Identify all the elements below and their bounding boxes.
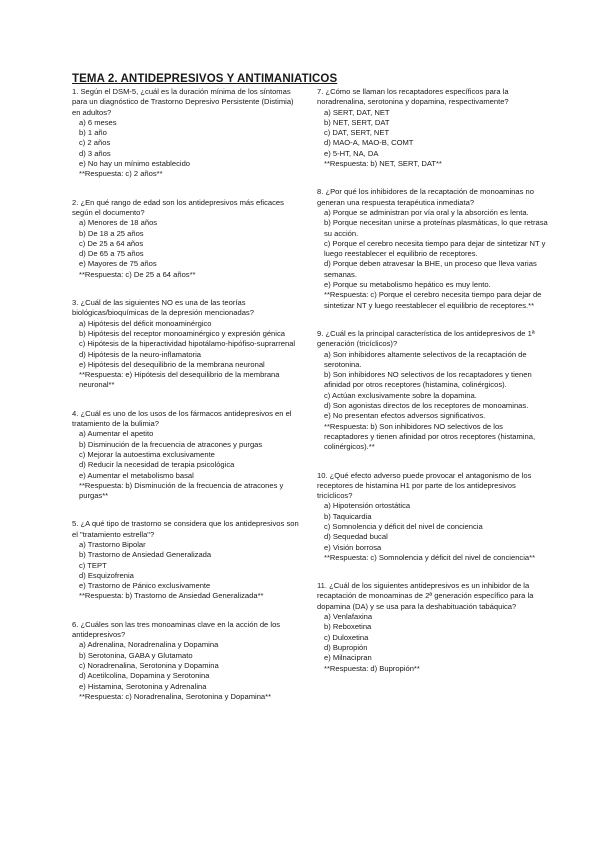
question-block — [72, 198, 304, 280]
answer-option: b) Serotonina, GABA y Glutamato — [79, 650, 193, 660]
correct-answer: **Respuesta: c) Porque el cerebro necesita tiempo para dejar de sintetizar NT y luego reestablecer el equilibrio de receptores.** — [324, 290, 542, 310]
question-text: 11. ¿Cuál de los siguientes antidepresivos es un inhibidor de la recaptación de monoaminas de 2ª generación específico para la dopamina (DA) y se usa para la deshabituación tabáquica? — [317, 581, 534, 611]
answer-option: e) Trastorno de Pánico exclusivamente — [79, 581, 211, 591]
correct-answer: **Respuesta: c) De 25 a 64 años** — [79, 269, 196, 279]
answer-option: a) Porque se administran por vía oral y la absorción es lenta. — [324, 207, 529, 217]
answer-option: c) Noradrenalina, Serotonina y Dopamina — [79, 660, 219, 670]
question-text: 10. ¿Qué efecto adverso puede provocar el antagonismo de los receptores de histamina H1 por parte de los antidepresivos tricíclicos? — [317, 470, 532, 501]
answer-option: c) 2 años — [79, 138, 111, 148]
question-block — [72, 620, 304, 702]
answer-option: c) Porque el cerebro necesita tiempo para dejar de sintetizar NT y luego reestablecer el equilibrio de receptores. — [324, 238, 546, 259]
question-block — [317, 471, 549, 564]
answer-option: e) No presentan efectos adversos significativos. — [324, 411, 486, 421]
answer-option: a) Trastorno Bipolar — [79, 539, 146, 549]
answer-option: a) Adrenalina, Noradrenalina y Dopamina — [79, 640, 219, 650]
answer-option: d) Sequedad bucal — [324, 532, 388, 542]
answer-option: b) Disminución de la frecuencia de atracones y purgas — [79, 439, 263, 449]
answer-option: c) TEPT — [79, 560, 107, 570]
answer-option: a) SERT, DAT, NET — [324, 107, 390, 117]
answer-option: e) Hipótesis del desequilibrio de la membrana neuronal — [79, 359, 265, 369]
answer-option: a) Aumentar el apetito — [79, 429, 154, 439]
question-text: 8. ¿Por qué los inhibidores de la recaptación de monoaminas no generan una respuesta terapéutica inmediata? — [317, 187, 534, 207]
answer-option: a) Menores de 18 años — [79, 218, 158, 228]
answer-option: c) Somnolencia y déficit del nivel de conciencia — [324, 521, 483, 531]
answer-option: c) Mejorar la autoestima exclusivamente — [79, 449, 215, 459]
answer-option: c) DAT, SERT, NET — [324, 128, 390, 138]
question-block — [317, 329, 549, 453]
question-block — [72, 409, 304, 502]
question-text: 5. ¿A qué tipo de trastorno se considera que los antidepresivos son el "tratamiento estrella"? — [72, 519, 299, 539]
question-text: 3. ¿Cuál de las siguientes NO es una de las teorías biológicas/bioquímicas de la depresión mencionadas? — [72, 298, 254, 318]
answer-option: e) No hay un mínimo establecido — [79, 159, 191, 169]
question-block — [72, 298, 304, 391]
correct-answer: **Respuesta: c) Somnolencia y déficit del nivel de conciencia** — [324, 552, 536, 562]
answer-option: e) Aumentar el metabolismo basal — [79, 470, 194, 480]
page-title: TEMA 2. ANTIDEPRESIVOS Y ANTIMANIATICOS — [72, 73, 338, 85]
question-text: 9. ¿Cuál es la principal característica de los antidepresivos de 1ª generación (tricíclicos)? — [317, 328, 535, 349]
answer-option: d) Bupropión — [324, 642, 368, 652]
correct-answer: **Respuesta: c) 2 años** — [79, 169, 163, 179]
answer-option: d) De 65 a 75 años — [79, 249, 144, 259]
answer-option: a) Hipótesis del déficit monoaminérgico — [79, 318, 212, 328]
left-column — [72, 87, 304, 720]
question-block — [317, 187, 549, 311]
answer-option: a) Venlafaxina — [324, 612, 373, 622]
answer-option: b) Trastorno de Ansiedad Generalizada — [79, 550, 212, 560]
question-text: 6. ¿Cuáles son las tres monoaminas clave en la acción de los antidepresivos? — [72, 619, 281, 640]
answer-option: c) Hipótesis de la hiperactividad hipotálamo-hipófiso-suprarrenal — [79, 339, 296, 349]
answer-option: b) NET, SERT, DAT — [324, 117, 390, 127]
correct-answer: **Respuesta: c) Noradrenalina, Serotonina y Dopamina** — [79, 691, 272, 701]
answer-option: d) Porque deben atravesar la BHE, un proceso que lleva varias semanas. — [324, 259, 537, 279]
question-block — [317, 581, 549, 674]
answer-option: d) 3 años — [79, 148, 111, 158]
answer-option: e) Visión borrosa — [324, 542, 382, 552]
answer-option: c) De 25 a 64 años — [79, 238, 144, 248]
answer-option: b) De 18 a 25 años — [79, 228, 144, 238]
correct-answer: **Respuesta: b) NET, SERT, DAT** — [324, 159, 442, 169]
answer-option: e) Milnacipran — [324, 653, 372, 663]
answer-option: b) Son inhibidores NO selectivos de los recaptadores y tienen afinidad por otros receptores (histamina, colinérgicos). — [324, 370, 532, 390]
answer-option: e) Porque su metabolismo hepático es muy lento. — [324, 280, 491, 290]
answer-option: b) 1 año — [79, 128, 107, 138]
correct-answer: **Respuesta: b) Trastorno de Ansiedad Generalizada** — [79, 591, 264, 601]
answer-option: b) Reboxetina — [324, 622, 372, 632]
right-column — [317, 87, 549, 692]
correct-answer: **Respuesta: b) Son inhibidores NO selectivos de los recaptadores y tienen afinidad por otros receptores (histamina, colinérgicos).** — [324, 421, 536, 452]
answer-option: d) Hipótesis de la neuro-inflamatoria — [79, 349, 201, 359]
question-text: 1. Según el DSM-5, ¿cuál es la duración mínima de los síntomas para un diagnóstico de Trastorno Depresivo Persistente (Distimia) en adultos? — [72, 87, 294, 117]
question-block — [72, 87, 304, 180]
answer-option: d) Acetilcolina, Dopamina y Serotonina — [79, 671, 210, 681]
answer-option: e) Histamina, Serotonina y Adrenalina — [79, 681, 207, 691]
question-text: 7. ¿Cómo se llaman los recaptadores específicos para la noradrenalina, serotonina y dopamina, respectivamente? — [317, 87, 509, 107]
answer-option: a) 6 meses — [79, 117, 117, 127]
answer-option: e) Mayores de 75 años — [79, 259, 157, 269]
question-block — [72, 519, 304, 601]
answer-option: a) Hipotensión ortostática — [324, 501, 411, 511]
question-text: 4. ¿Cuál es uno de los usos de los fármacos antidepresivos en el tratamiento de la bulimia? — [72, 408, 292, 429]
answer-option: d) Son agonistas directos de los receptores de monoaminas. — [324, 401, 529, 411]
answer-option: a) Son inhibidores altamente selectivos de la recaptación de serotonina. — [324, 349, 527, 369]
answer-option: b) Hipótesis del receptor monoaminérgico y expresión génica — [79, 328, 285, 338]
answer-option: e) 5-HT, NA, DA — [324, 148, 379, 158]
answer-option: c) Actúan exclusivamente sobre la dopamina. — [324, 390, 477, 400]
answer-option: c) Duloxetina — [324, 632, 369, 642]
answer-option: d) MAO-A, MAO-B, COMT — [324, 138, 414, 148]
answer-option: d) Reducir la necesidad de terapia psicológica — [79, 460, 235, 470]
answer-option: b) Porque necesitan unirse a proteínas plasmáticas, lo que retrasa su acción. — [324, 218, 548, 238]
answer-option: b) Taquicardia — [324, 511, 372, 521]
question-block — [317, 87, 549, 169]
answer-option: d) Esquizofrenia — [79, 570, 134, 580]
correct-answer: **Respuesta: d) Bupropión** — [324, 663, 420, 673]
question-text: 2. ¿En qué rango de edad son los antidepresivos más eficaces según el documento? — [72, 197, 284, 217]
correct-answer: **Respuesta: b) Disminución de la frecuencia de atracones y purgas** — [79, 480, 284, 501]
correct-answer: **Respuesta: e) Hipótesis del desequilibrio de la membrana neuronal** — [79, 370, 280, 390]
